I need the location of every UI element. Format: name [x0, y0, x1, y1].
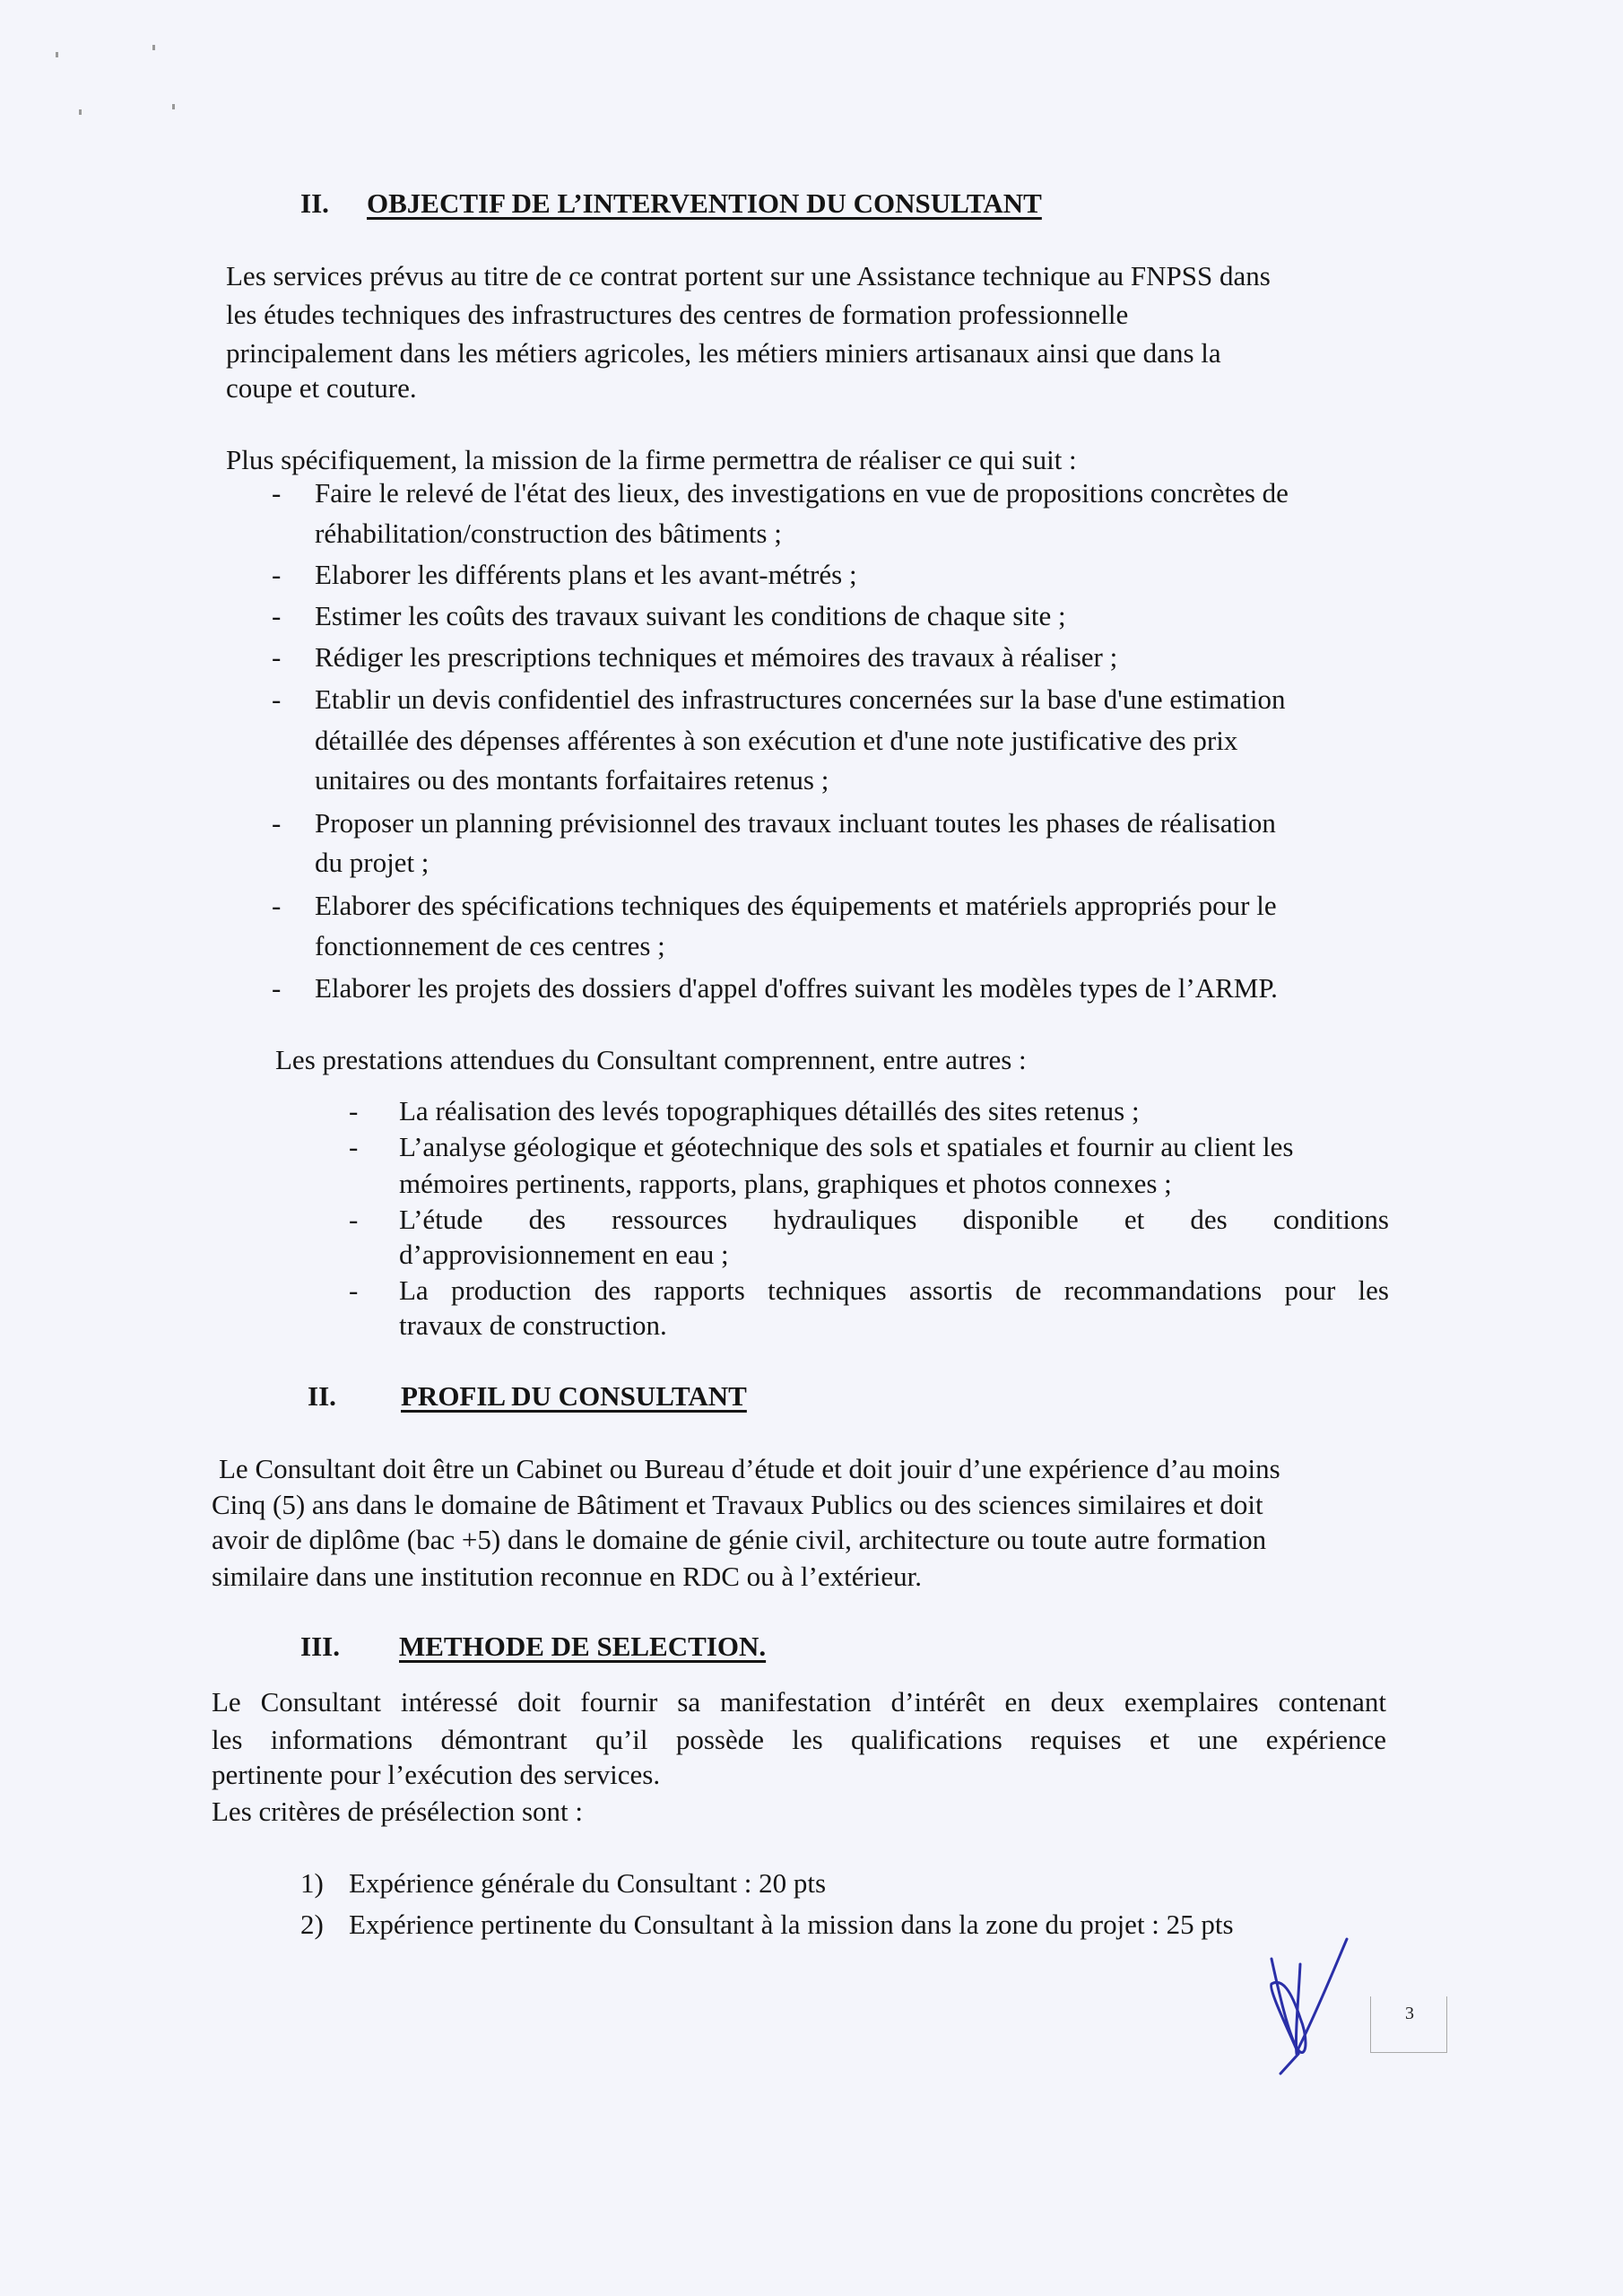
list-item: Proposer un planning prévisionnel des travaux incluant toutes les phases de réalisation: [315, 807, 1276, 839]
list-item: Etablir un devis confidentiel des infrastructures concernées sur la base d'une estimation: [315, 683, 1286, 715]
page-number: 3: [1405, 2004, 1414, 2023]
paragraph-line: les études techniques des infrastructures des centres de formation professionnelle: [226, 299, 1129, 330]
bullet-dash: -: [272, 477, 282, 509]
criterion-text: Expérience générale du Consultant : 20 pts: [349, 1867, 827, 1899]
bullet-dash: -: [272, 972, 282, 1004]
list-item: Elaborer les différents plans et les avant-métrés ;: [315, 559, 857, 590]
paragraph-line: Le Consultant doit être un Cabinet ou Bureau d’étude et doit jouir d’une expérience d’au moins: [219, 1453, 1280, 1484]
bullet-dash: -: [272, 641, 282, 673]
list-item-cont: réhabilitation/construction des bâtiments ;: [315, 517, 782, 549]
section-number: II.: [308, 1380, 336, 1412]
paragraph-line: coupe et couture.: [226, 372, 417, 404]
bullet-dash: -: [349, 1095, 359, 1126]
list-item-cont: mémoires pertinents, rapports, plans, graphiques et photos connexes ;: [399, 1168, 1172, 1199]
section-title-profil: PROFIL DU CONSULTANT: [401, 1380, 747, 1412]
list-item: L’étude des ressources hydrauliques disponible et des conditions: [399, 1204, 1389, 1235]
criterion-number: 1): [300, 1867, 324, 1899]
list-item: Elaborer les projets des dossiers d'appel d'offres suivant les modèles types de l’ARMP.: [315, 972, 1278, 1004]
list-item: Faire le relevé de l'état des lieux, des investigations en vue de propositions concrètes de: [315, 477, 1289, 509]
list-item: Rédiger les prescriptions techniques et mémoires des travaux à réaliser ;: [315, 641, 1118, 673]
bullet-dash: -: [272, 683, 282, 715]
list-item-cont: détaillée des dépenses afférentes à son exécution et d'une note justificative des prix: [315, 725, 1238, 756]
page-number-box: [1370, 1996, 1447, 2053]
paragraph-line: pertinente pour l’exécution des services.: [212, 1759, 661, 1790]
bullet-dash: -: [272, 559, 282, 590]
criteria-intro: Les critères de présélection sont :: [212, 1796, 584, 1827]
section-number: III.: [300, 1631, 340, 1662]
paragraph-line: similaire dans une institution reconnue en RDC ou à l’extérieur.: [212, 1561, 923, 1592]
bullet-dash: -: [272, 807, 282, 839]
list-item: L’analyse géologique et géotechnique des sols et spatiales et fournir au client les: [399, 1131, 1294, 1162]
section-number: II.: [300, 187, 329, 219]
paragraph-line: principalement dans les métiers agricoles, les métiers miniers artisanaux ainsi que dans la: [226, 337, 1221, 369]
paragraph-line: avoir de diplôme (bac +5) dans le domaine de génie civil, architecture ou toute autre formation: [212, 1524, 1267, 1555]
criterion-number: 2): [300, 1909, 324, 1940]
list-item: La réalisation des levés topographiques détaillés des sites retenus ;: [399, 1095, 1140, 1126]
paragraph-line: Cinq (5) ans dans le domaine de Bâtiment et Travaux Publics ou des sciences similaires et doit: [212, 1489, 1263, 1520]
section-title-objectif: OBJECTIF DE L’INTERVENTION DU CONSULTANT: [367, 187, 1042, 219]
paragraph-line: Les services prévus au titre de ce contrat portent sur une Assistance technique au FNPSS dans: [226, 260, 1271, 291]
bullet-dash: -: [272, 600, 282, 631]
bullet-dash: -: [349, 1131, 359, 1162]
list-item-cont: unitaires ou des montants forfaitaires retenus ;: [315, 764, 829, 796]
prestations-intro: Les prestations attendues du Consultant comprennent, entre autres :: [275, 1044, 1027, 1075]
list-item-cont: fonctionnement de ces centres ;: [315, 930, 665, 961]
handwritten-signature: [1255, 1937, 1363, 2090]
bullet-dash: -: [272, 890, 282, 921]
paragraph-line: Le Consultant intéressé doit fournir sa manifestation d’intérêt en deux exemplaires contenant: [212, 1686, 1386, 1718]
list-item: La production des rapports techniques assortis de recommandations pour les: [399, 1274, 1389, 1306]
list-item: Estimer les coûts des travaux suivant les conditions de chaque site ;: [315, 600, 1066, 631]
list-item: Elaborer des spécifications techniques des équipements et matériels appropriés pour le: [315, 890, 1277, 921]
list-item-cont: travaux de construction.: [399, 1309, 667, 1341]
list-item-cont: du projet ;: [315, 847, 430, 878]
list-item-cont: d’approvisionnement en eau ;: [399, 1239, 729, 1270]
section-title-methode: METHODE DE SELECTION.: [399, 1631, 767, 1662]
bullet-dash: -: [349, 1274, 359, 1306]
bullet-dash: -: [349, 1204, 359, 1235]
criterion-text: Expérience pertinente du Consultant à la mission dans la zone du projet : 25 pts: [349, 1909, 1234, 1940]
mission-intro: Plus spécifiquement, la mission de la firme permettra de réaliser ce qui suit :: [226, 444, 1077, 475]
paragraph-line: les informations démontrant qu’il possède les qualifications requises et une expérience: [212, 1724, 1386, 1755]
